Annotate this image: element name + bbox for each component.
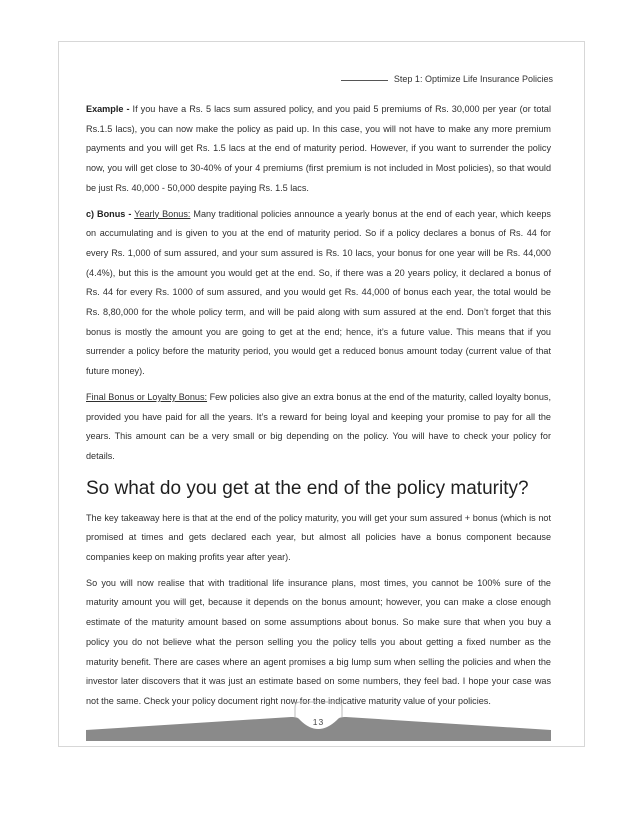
header-rule <box>341 80 388 81</box>
bonus-lead: c) Bonus - <box>86 208 132 219</box>
bonus-text: Many traditional policies announce a yearly bonus at the end of each year, which keeps on accumulating and is given to you at the end of maturity period. So if a policy declares a bonus of Rs. 44 for every Rs. 1,000 of sum assured, and your sum assured is Rs. 10 lacs, your bonus for one year will be Rs. 44,000 (4.4%), but this is the amount you would get at the end. So, if there was a 20 years policy, it declared a bonus of Rs. 44 for every Rs. 1000 of sum assured, and you would get Rs. 44,000 of bonus each year, the total would be Rs. 8,80,000 for the whole policy term, and will be paid along with sum assured at the end. Don’t forget that this bonus is mostly the amount you are going to get at the end; hence, it’s a future value. This means that if you surrender a policy before the maturity period, you would get a reduced bonus amount today (current value of that future money). <box>86 208 551 377</box>
running-title: Step 1: Optimize Life Insurance Policies <box>393 74 553 84</box>
page-content <box>86 100 551 712</box>
example-lead: Example - <box>86 104 130 114</box>
final-bonus-text: Few policies also give an extra bonus at the end of the maturity, called loyalty bonus, provided you have paid for all the years. It’s a reward for being loyal and keeping your promise to pay for all the years. This amount can be a very small or big depending on the policy. You will have to check your policy for details. <box>86 391 552 461</box>
bonus-paragraph <box>86 205 551 382</box>
page-number: 13 <box>312 717 325 727</box>
example-text: If you have a Rs. 5 lacs sum assured policy, and you paid 5 premiums of Rs. 30,000 per year (or total Rs.1.5 lacs), you can now make the policy as paid up. In this case, you will not have to make any more premium payments and you will get Rs. 1.5 lacs at the end of maturity period. However, if you want to surrender the policy now, you will get close to 30-40% of your 4 premiums (first premium is not included in Most policies), so that would be just Rs. 40,000 - 50,000 despite paying Rs. 1.5 lacs. <box>86 104 551 193</box>
running-header <box>341 74 553 84</box>
page-footer <box>86 700 551 748</box>
example-paragraph <box>86 100 551 199</box>
yearly-bonus-label: Yearly Bonus: <box>134 208 191 219</box>
section-heading: So what do you get at the end of the policy maturity? <box>86 477 529 499</box>
final-bonus-paragraph <box>86 388 551 467</box>
final-bonus-label: Final Bonus or Loyalty Bonus: <box>86 391 208 402</box>
footer-tab-outline <box>295 702 342 717</box>
realise-paragraph: So you will now realise that with traditional life insurance plans, most times, you cannot be 100% sure of the maturity amount you will get, because it depends on the bonus amount; however, you can make a close enough estimate of the maturity amount based on some assumptions about bonus. So make sure that when you buy a policy you do not believe what the person selling you the policy tells you about getting a fixed number as the maturity benefit. There are cases where an agent promises a big lump sum when selling the policies and when the investor later discovers that it was just an estimate based on some numbers, they feel bad. I hope your case was not the same. Check your policy document right now for the indicative maturity value of your policies. <box>86 577 551 706</box>
takeaway-paragraph: The key takeaway here is that at the end of the policy maturity, you will get your sum assured + bonus (which is not promised at times and gets declared each year, but almost all policies have a bonus component because companies keep on making profits year after year). <box>86 512 551 563</box>
